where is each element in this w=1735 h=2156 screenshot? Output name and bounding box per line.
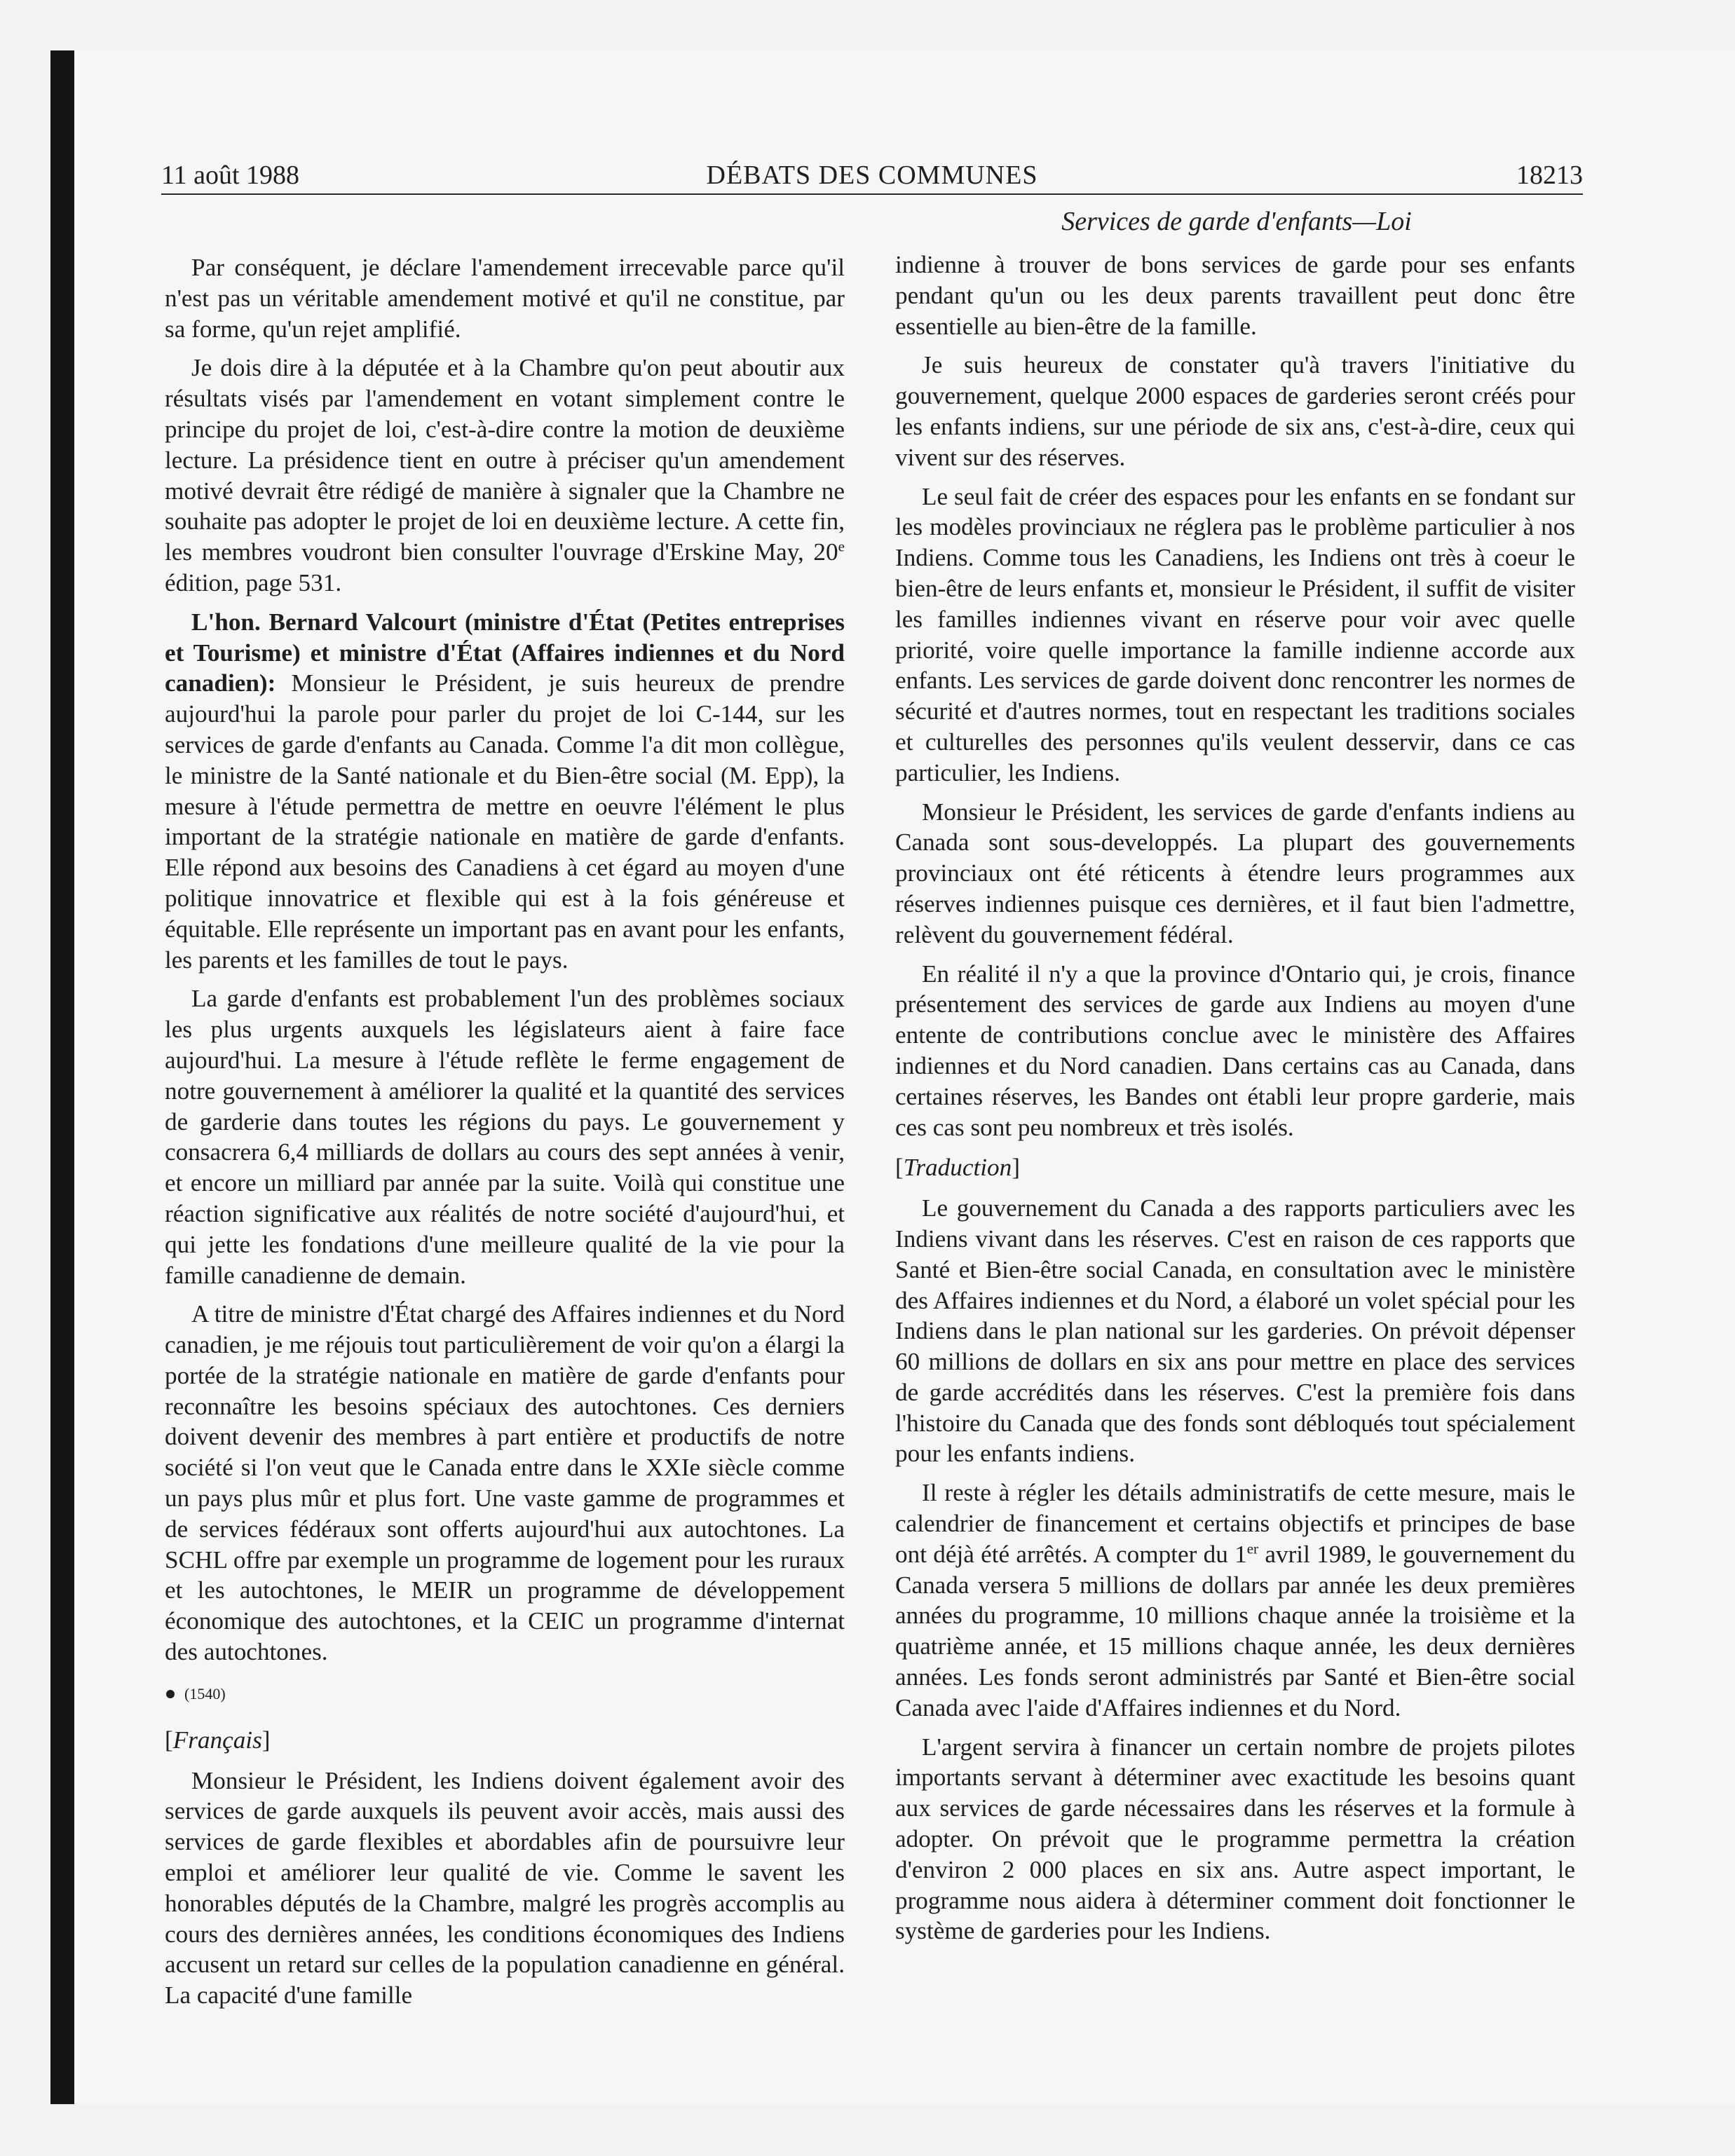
left-paragraph-1: Par conséquent, je déclare l'amendement irrecevable parce qu'il n'est pas un véritable amendement motivé et qu'il ne constitue, par sa forme, qu'un rejet amplifié. xyxy=(165,254,845,343)
right-paragraph-7-text: Il reste à régler les détails administratifs de cette mesure, mais le calendrier de financement et certains objectifs et principes de base ont déjà été arrêtés. A compter du 1 xyxy=(895,1479,1575,1568)
tag-open-bracket: [ xyxy=(895,1154,904,1182)
tag-open-bracket: [ xyxy=(165,1726,173,1754)
right-paragraph-2: Je suis heureux de constater qu'à travers l'initiative du gouvernement, quelque 2000 espaces de garderies seront créés pour les enfants indiens, sur une période de six ans, c'est-à-dire, ceux qui vivent sur des réserves. xyxy=(895,351,1575,471)
tag-label: Français xyxy=(172,1726,262,1754)
right-paragraph-3: Le seul fait de créer des espaces pour les enfants en se fondant sur les modèles provinciaux ne réglera pas le problème particulier à nos Indiens. Comme tous les Canadiens, les Indiens ont très à coeur le bien-être de leurs enfants et, monsieur le Président, il suffit de visiter les familles indiennes vivant en réserve pour voir avec quelle priorité, voire quelle importance la famille indienne accorde aux enfants. Les services de garde doivent donc rencontrer les normes de sécurité et d'autres normes, tout en respectant les traditions sociales et culturelles des personnes qu'ils veulent desservir, dans ce cas particulier, les Indiens. xyxy=(895,482,1575,786)
language-tag-traduction xyxy=(895,1152,1575,1183)
speaker-name: L'hon. Bernard Valcourt (ministre d'État (Petites entreprises et Tourisme) et ministre d'État (Affaires indiennes et du Nord canadien): xyxy=(165,608,845,697)
header-date: 11 août 1988 xyxy=(161,161,300,190)
right-paragraph-6: Le gouvernement du Canada a des rapports particuliers avec les Indiens vivant dans les réserves. C'est en raison de ces rapports que Santé et Bien-être social Canada, en consultation avec le ministère des Affaires indiennes et du Nord, a élaboré un volet spécial pour les Indiens dans le plan national sur les garderies. On prévoit dépenser 60 millions de dollars en six ans pour mettre en place des services de garde accrédités dans les réserves. C'est la première fois dans l'histoire du Canada que des fonds sont débloqués tout spécialement pour les enfants indiens. xyxy=(895,1194,1575,1468)
left-column xyxy=(165,252,845,2019)
header-rule xyxy=(161,193,1583,195)
left-paragraph-4: La garde d'enfants est probablement l'un des problèmes sociaux les plus urgents auxquels les législateurs aient à faire face aujourd'hui. La mesure à l'étude reflète le ferme engagement de notre gouvernement à améliorer la qualité et la quantité des services de garderie dans toutes les régions du pays. Le gouvernement y consacrera 6,4 milliards de dollars au cours des sept années à venir, et encore un milliard par année par la suite. Voilà qui constitue une réaction significative aux réalités de notre société d'aujourd'hui, et qui jette les fondations d'une meilleure qualité de la vie pour la famille canadienne de demain. xyxy=(165,985,845,1289)
right-paragraph-7 xyxy=(895,1478,1575,1723)
left-paragraph-2 xyxy=(165,353,845,598)
running-head: Services de garde d'enfants—Loi xyxy=(1061,207,1412,236)
left-paragraph-2-text: Je dois dire à la députée et à la Chambre qu'on peut aboutir aux résultats visés par l'amendement en votant simplement contre le principe du projet de loi, c'est-à-dire contre la motion de deuxième lecture. La présidence tient en outre à préciser qu'un amendement motivé devrait être rédigé de manière à signaler que la Chambre ne souhaite pas adopter le projet de loi en deuxième lecture. A cette fin, les membres voudront bien consulter l'ouvrage d'Erskine May, 20 xyxy=(165,354,845,566)
left-paragraph-2-superscript: e xyxy=(838,538,845,555)
timestamp-marker xyxy=(166,1686,845,1703)
speech-text: Monsieur le Président, je suis heureux de prendre aujourd'hui la parole pour parler du projet de loi C-144, sur les services de garde d'enfants au Canada. Comme l'a dit mon collègue, le ministre de la Santé nationale et du Bien-être social (M. Epp), la mesure à l'étude permettra de mettre en oeuvre l'élément le plus important de la stratégie nationale en matière de garde d'enfants. Elle répond aux besoins des Canadiens à cet égard au moyen d'une politique innovatrice et flexible qui est à la fois généreuse et équitable. Elle représente un important pas en avant pour les enfants, les parents et les familles de tout le pays. xyxy=(165,669,845,974)
tag-close-bracket: ] xyxy=(261,1726,271,1754)
tag-label: Traduction xyxy=(903,1154,1012,1182)
left-paragraph-6: Monsieur le Président, les Indiens doivent également avoir des services de garde auxquels ils peuvent avoir accès, mais aussi des services de garde flexibles et abordables afin de poursuivre leur emploi et améliorer leur qualité de vie. Comme le savent les honorables députés de la Chambre, malgré les progrès accomplis au cours des dernières années, les conditions économiques des Indiens accusent un retard sur celles de la population canadienne en général. La capacité d'une famille xyxy=(165,1766,845,2010)
page-header xyxy=(161,160,1583,191)
left-paragraph-2-tail: édition, page 531. xyxy=(165,568,342,596)
language-tag-francais xyxy=(165,1725,845,1756)
left-paragraph-3 xyxy=(165,607,845,976)
right-paragraph-7-superscript: er xyxy=(1246,1540,1259,1557)
right-paragraph-7-tail: avril 1989, le gouvernement du Canada versera 5 millions de dollars par année les deux premières années du programme, 10 millions chaque année la troisième et la quatrième année, et 15 millions chaque année, les deux dernières années. Les fonds seront administrés par Santé et Bien-être social Canada avec l'aide d'Affaires indiennes et du Nord. xyxy=(895,1540,1576,1721)
left-paragraph-5: A titre de ministre d'État chargé des Affaires indiennes et du Nord canadien, je me réjouis tout particulièrement de voir qu'on a élargi la portée de la stratégie nationale en matière de garde d'enfants pour reconnaître les besoins spéciaux des autochtones. Ces derniers doivent devenir des membres à part entière et productifs de notre société si l'on veut que le Canada entre dans le XXIe siècle comme un pays plus mûr et plus fort. Une vaste gamme de programmes et de services fédéraux sont offerts aujourd'hui aux autochtones. La SCHL offre par exemple un programme de logement pour les ruraux et les autochtones, le MEIR un programme de développement économique des autochtones, et la CEIC un programme d'internat des autochtones. xyxy=(165,1300,845,1666)
right-paragraph-8: L'argent servira à financer un certain nombre de projets pilotes importants servant à déterminer avec exactitude les besoins quant aux services de garde nécessaires dans les réserves et la formule à adopter. On prévoit que le programme permettra la création d'environ 2 000 places en six ans. Autre aspect important, le programme nous aidera à déterminer comment doit fonctionner le système de garderies pour les Indiens. xyxy=(895,1733,1575,1945)
right-paragraph-5: En réalité il n'y a que la province d'Ontario qui, je crois, finance présentement des services de garde aux Indiens au moyen d'une entente de contributions conclue avec le ministère des Affaires indiennes et du Nord canadien. Dans certains cas au Canada, dans certaines réserves, les Bandes ont établi leur propre garderie, mais ces cas sont peu nombreux et très isolés. xyxy=(895,960,1575,1141)
right-column xyxy=(895,250,1575,1955)
tag-close-bracket: ] xyxy=(1012,1154,1020,1182)
right-paragraph-4: Monsieur le Président, les services de garde d'enfants indiens au Canada sont sous-developpés. La plupart des gouvernements provinciaux ont été réticents à étendre leurs programmes aux réserves indiennes puisque ces dernières, et il faut bien l'admettre, relèvent du gouvernement fédéral. xyxy=(895,798,1575,948)
header-title: DÉBATS DES COMMUNES xyxy=(706,161,1038,190)
timestamp-text: (1540) xyxy=(184,1684,226,1703)
right-paragraph-1: indienne à trouver de bons services de garde pour ses enfants pendant qu'un ou les deux parents travaillent peut donc être essentielle au bien-être de la famille. xyxy=(895,251,1575,340)
scan-edge-bar xyxy=(50,50,74,2104)
bullet-icon xyxy=(166,1690,175,1698)
header-page-number: 18213 xyxy=(1516,161,1583,190)
